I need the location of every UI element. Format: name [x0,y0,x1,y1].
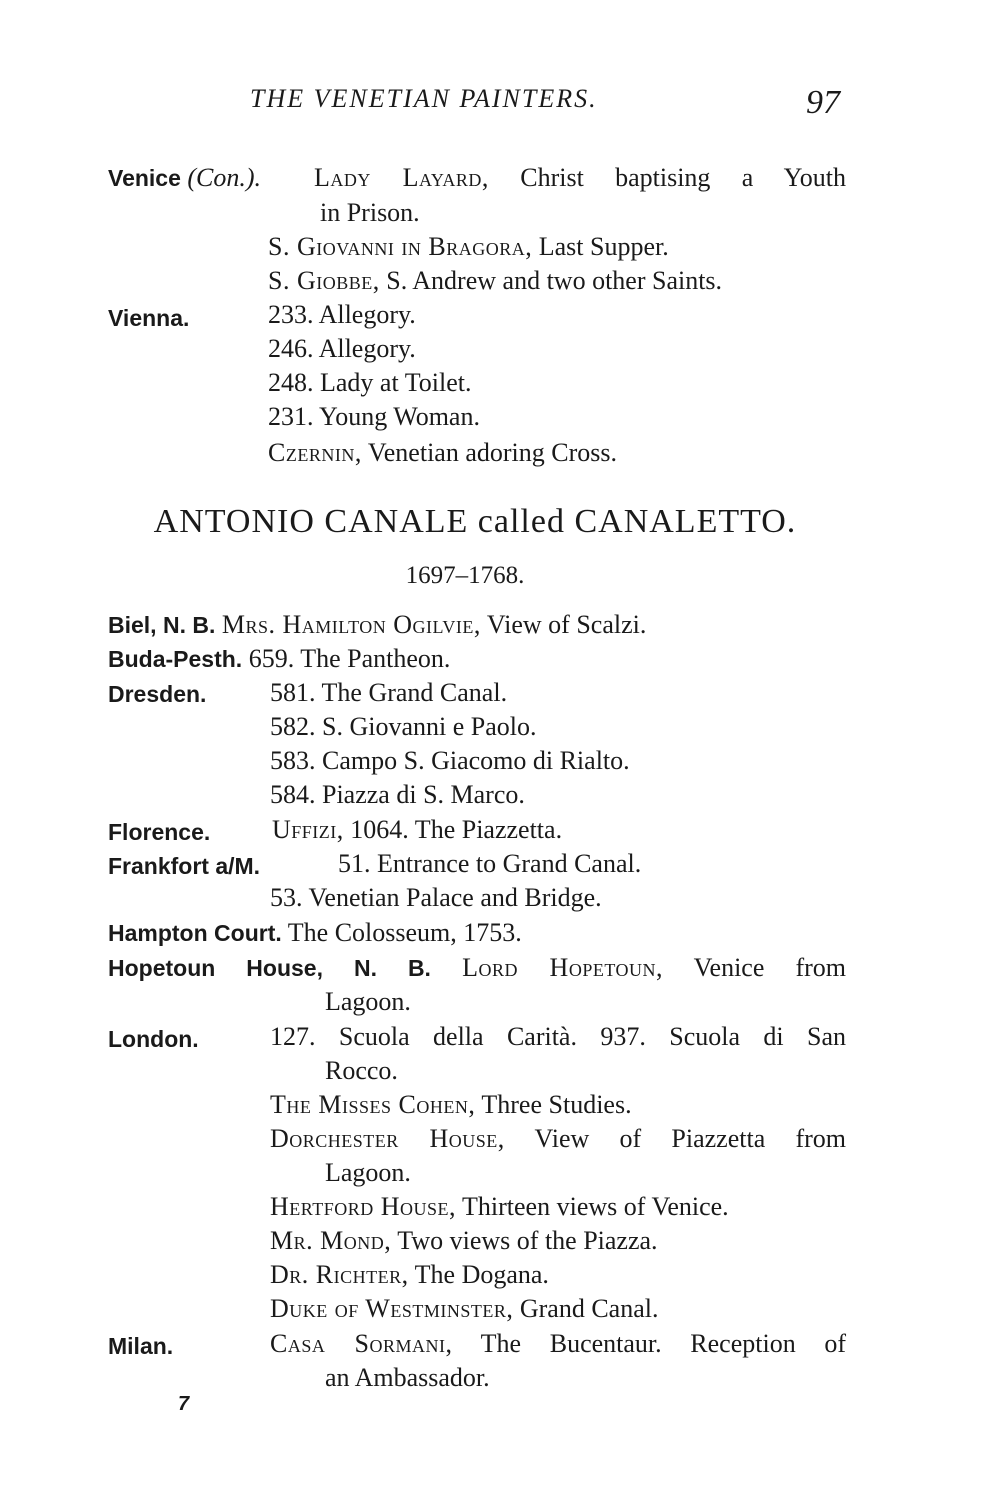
entry-vienna-czernin [268,436,617,470]
location-frankfort: Frankfort a/M. [108,853,261,879]
work-title: Christ baptising a Youth [520,163,847,192]
collector-name: Czernin, [268,438,362,467]
work-title: Last Supper. [538,232,669,261]
entry-hopetoun-cont: Lagoon. [325,987,411,1016]
entry-buda-pesth [108,642,450,676]
entry-dresden-item: 584. Piazza di S. Marco. [270,780,525,809]
work-title: Venetian adoring Cross. [367,438,617,467]
entry-venice-layard-cont: in Prison. [320,198,420,227]
signature-mark: 7 [178,1393,190,1415]
entry-venice-giobbe [268,264,722,298]
collector-name: Hertford House, [270,1192,456,1221]
entry-frankfort-item: 53. Venetian Palace and Bridge. [270,883,602,912]
entry-dresden-item: 582. S. Giovanni e Paolo. [270,712,537,741]
section-title: ANTONIO CANALE called CANALETTO. [153,503,797,540]
location-hopetoun: Hopetoun House, N. B. [108,955,431,981]
section-dates: 1697–1768. [405,562,525,589]
entry-milan-cont: an Ambassador. [325,1363,490,1392]
entry-london-cohen [270,1088,632,1122]
location-milan: Milan. [108,1333,174,1359]
entry-london-dorchester-cont: Lagoon. [325,1158,411,1187]
entry-hampton-court [108,916,522,950]
entry-london-westminster [270,1292,658,1326]
location-dresden: Dresden. [108,681,207,707]
work-title: S. Andrew and two other Saints. [386,266,723,295]
work-title: View of Scalzi. [486,610,647,639]
work-title: Venice from [693,953,847,982]
entry-dresden-item: 583. Campo S. Giacomo di Rialto. [270,746,630,775]
entry-hopetoun [108,951,846,985]
entry-venice-line-1 [108,161,261,195]
entry-vienna-item: 231. Young Woman. [268,402,480,431]
work-title: Three Studies. [481,1090,632,1119]
location-buda-pesth: Buda-Pesth. [108,646,243,672]
entry-london-mond [270,1224,658,1258]
work-title: The Colosseum, 1753. [287,918,522,947]
collector-name: Dr. Richter, [270,1260,409,1289]
location-london: London. [108,1026,199,1052]
entry-biel [108,608,646,642]
entry-london-dorchester [270,1122,846,1156]
running-title: THE VENETIAN PAINTERS. [250,84,598,113]
page-number: 97 [806,84,840,121]
work-title: Grand Canal. [519,1294,659,1323]
work-title: Two views of the Piazza. [397,1226,658,1255]
location-venice: Venice [108,165,181,191]
work-title: View of Piazzetta from [534,1124,846,1153]
entry-london-hertford [270,1190,729,1224]
entry-london-richter [270,1258,549,1292]
collector-name: Lord Hopetoun, [462,953,663,982]
collector-name: Uffizi, [272,815,344,844]
work-title: Thirteen views of Venice. [462,1192,729,1221]
work-title: 659. The Pantheon. [248,644,451,673]
collector-name: Duke of Westminster, [270,1294,514,1323]
entry-venice-bragora [268,230,669,264]
collector-name: The Misses Cohen, [270,1090,476,1119]
work-title: 1064. The Piazzetta. [350,815,563,844]
entry-venice-layard [314,161,846,195]
collector-name: Lady Layard, [314,163,489,192]
entry-london-gallery-cont: Rocco. [325,1056,398,1085]
entry-milan [270,1327,846,1361]
collector-name: S. Giovanni in Bragora, [268,232,533,261]
entry-vienna-item: 248. Lady at Toilet. [268,368,472,397]
collector-name: Mrs. Hamilton Ogilvie, [221,610,481,639]
location-florence: Florence. [108,819,211,845]
entry-vienna-item: 233. Allegory. [268,300,416,329]
location-vienna: Vienna. [108,305,190,331]
collector-name: Casa Sormani, [270,1329,453,1358]
entry-florence [272,813,562,847]
entry-london-gallery: 127. Scuola della Carità. 937. Scuola di San [270,1022,846,1051]
entry-dresden-item: 581. The Grand Canal. [270,678,508,707]
location-biel: Biel, N. B. [108,612,216,638]
collector-name: Mr. Mond, [270,1226,392,1255]
location-hampton-court: Hampton Court. [108,920,282,946]
collector-name: S. Giobbe, [268,266,380,295]
work-title: The Dogana. [414,1260,549,1289]
entry-vienna-item: 246. Allegory. [268,334,416,363]
work-title: The Bucentaur. Reception of [480,1329,847,1358]
location-suffix: (Con.). [187,163,262,192]
collector-name: Dorchester House, [270,1124,505,1153]
entry-frankfort-item: 51. Entrance to Grand Canal. [338,849,642,878]
